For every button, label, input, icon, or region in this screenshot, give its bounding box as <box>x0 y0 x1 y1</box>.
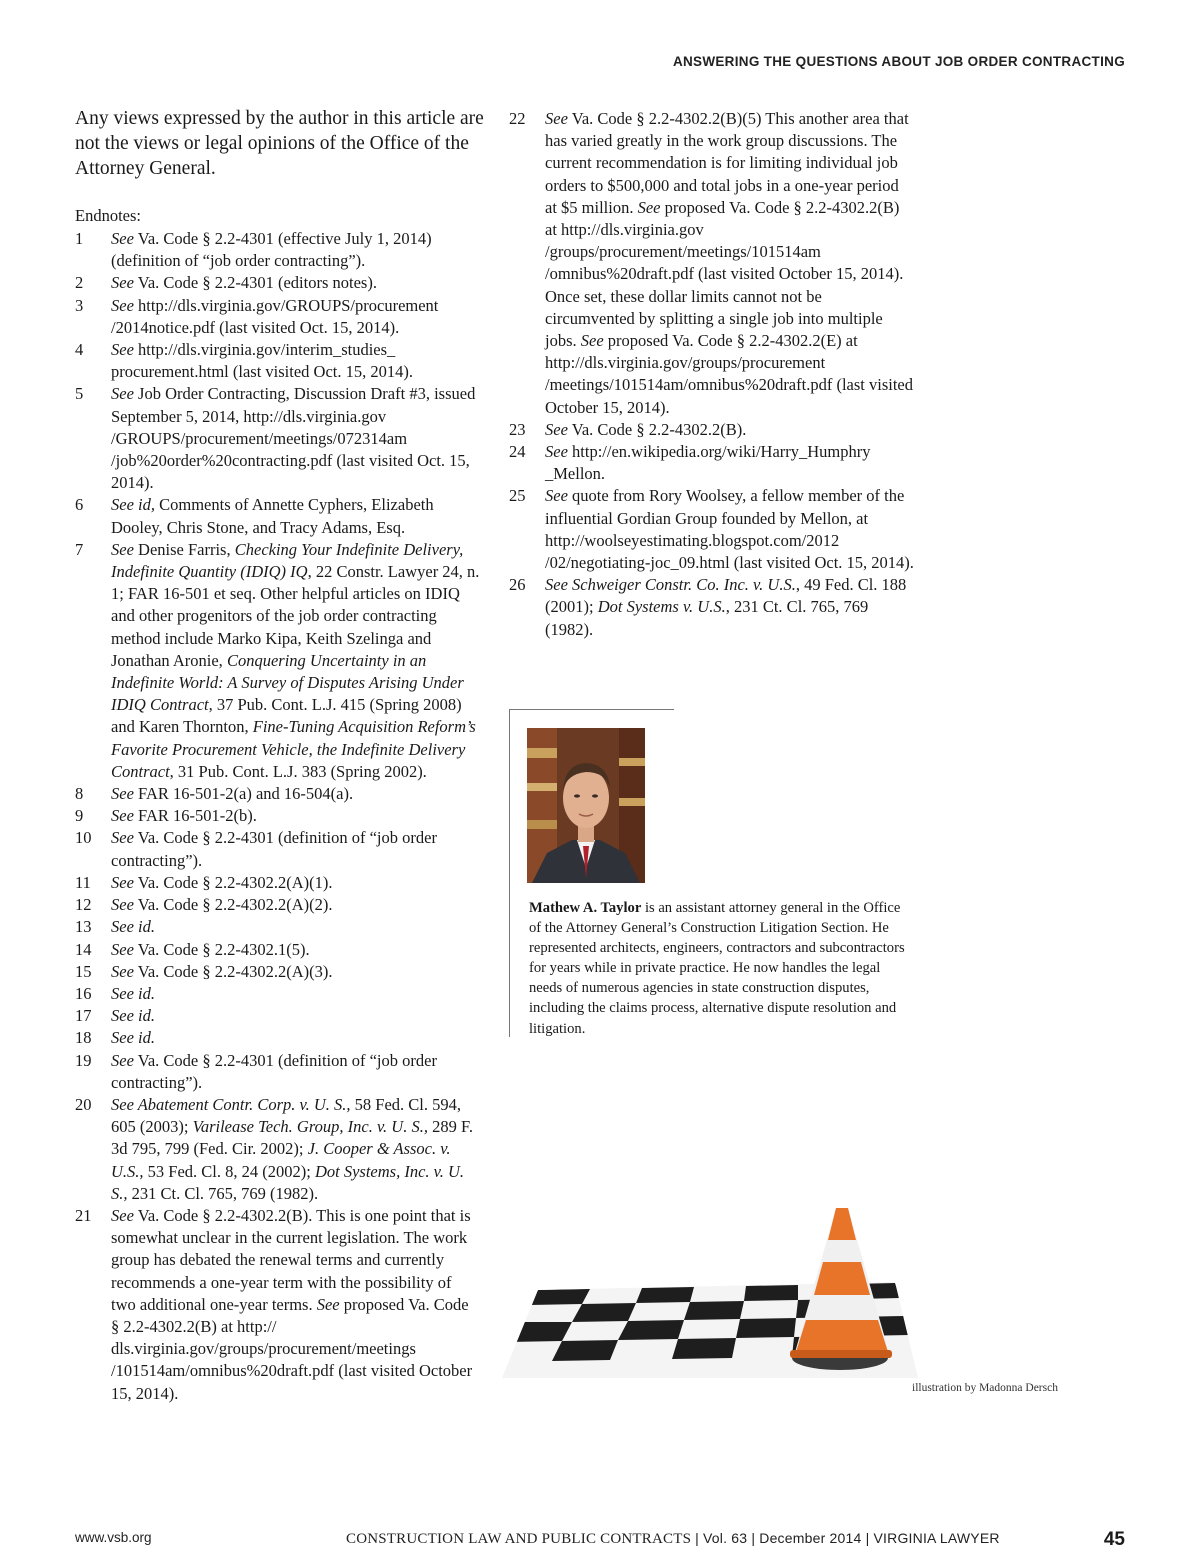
bio-divider-horizontal <box>509 709 674 710</box>
endnote-text: See http://en.wikipedia.org/wiki/Harry_Humphry _Mellon. <box>545 442 871 484</box>
endnote-number: 14 <box>75 939 92 959</box>
endnote-text: See Va. Code § 2.2-4301 (definition of “job order contracting”). <box>111 828 437 870</box>
footer-volume: Vol. 63 <box>703 1530 748 1546</box>
endnote-number: 3 <box>75 295 84 315</box>
endnote-number: 7 <box>75 539 84 559</box>
endnote-text: See Abatement Contr. Corp. v. U. S., 58 Fed. Cl. 594, 605 (2003); Varilease Tech. Group, Inc. v. U. S., 289 F. 3d 795, 799 (Fed. Cir. 2002); J. Cooper & Assoc. v. U.S., 53 Fed. Cl. 8, 24 (2002); Dot Systems, Inc. v. U. S., 231 Ct. Cl. 765, 769 (1982). <box>111 1094 473 1203</box>
endnote-number: 13 <box>75 917 92 937</box>
endnote-text: See Va. Code § 2.2-4301 (effective July 1, 2014) (definition of “job order contracting”). <box>111 229 432 271</box>
endnote-text: See id. <box>111 983 155 1003</box>
footer-publication-line <box>346 1530 1000 1548</box>
endnote-text: See Va. Code § 2.2-4302.2(A)(1). <box>111 872 333 892</box>
page-number: 45 <box>1103 1529 1125 1550</box>
endnote-16 <box>75 983 480 1005</box>
endnote-26 <box>509 574 914 641</box>
endnote-number: 22 <box>509 109 526 128</box>
endnote-3 <box>75 295 480 339</box>
endnote-text: See id. <box>111 1006 155 1026</box>
endnote-4 <box>75 339 480 383</box>
endnote-text: See Va. Code § 2.2-4302.2(B). This is one point that is somewhat unclear in the current legislation. The work group has debated the renewal terms and currently recommends a one-year term with the possibility of two additional one-year terms. See proposed Va. Code § 2.2-4302.2(B) at http:// dls.virginia.gov/groups/procurement/meetings /101514am/omnibus%20draft.pdf (last visited October 15, 2014). <box>111 1205 473 1403</box>
author-bio-text: is an assistant attorney general in the Office of the Attorney General’s Construction Litigation Section. He represented architects, engineers, contractors and subcontractors for years while in private practice. He now handles the legal needs of numerous agencies in state construction disputes, including the claims process, alternative dispute resolution and litigation. <box>529 900 905 1037</box>
endnote-24 <box>509 441 914 485</box>
endnote-6 <box>75 494 480 538</box>
endnote-22 <box>509 108 914 419</box>
endnote-text: See Va. Code § 2.2-4302.2(B)(5) This another area that has varied greatly in the work group discussions. The current recommendation is for limiting individual job orders to $500,000 and total jobs in a one-year period at $5 million. See proposed Va. Code § 2.2-4302.2(B) at http://dls.virginia.gov /groups/procurement/meetings/101514am /omnibus%20draft.pdf (last visited October 15, 2014). Once set, these dollar limits cannot not be circumvented by splitting a single job into multiple jobs. See proposed Va. Code § 2.2-4302.2(E) at http://dls.virginia.gov/groups/procurement /meetings/101514am/omnibus%20draft.pdf (last visited October 15, 2014). <box>545 109 913 417</box>
endnotes-column-left <box>75 228 480 1405</box>
endnote-number: 23 <box>509 419 526 439</box>
endnote-number: 6 <box>75 495 84 515</box>
endnote-2 <box>75 272 480 294</box>
endnote-number: 19 <box>75 1050 92 1070</box>
endnote-number: 18 <box>75 1028 92 1048</box>
endnote-text: See Denise Farris, Checking Your Indefinite Delivery, Indefinite Quantity (IDIQ) IQ, 22 Constr. Lawyer 24, n. 1; FAR 16-501 et seq. Other helpful articles on IDIQ and other progenitors of the job order contracting method include Marko Kipa, Keith Szelinga and Jonathan Aronie, Conquering Uncertainty in an Indefinite World: A Survey of Disputes Arising Under IDIQ Contract, 37 Pub. Cont. L.J. 415 (Spring 2008) and Karen Thornton, Fine-Tuning Acquisition Reform’s Favorite Procurement Vehicle, the Indefinite Delivery Contract, 31 Pub. Cont. L.J. 383 (Spring 2002). <box>111 539 480 781</box>
endnote-text: See Va. Code § 2.2-4301 (editors notes). <box>111 273 377 293</box>
endnote-12 <box>75 894 480 916</box>
endnote-number: 2 <box>75 273 84 293</box>
endnote-9 <box>75 805 480 827</box>
endnote-13 <box>75 916 480 938</box>
endnote-number: 15 <box>75 961 92 981</box>
footer-section: CONSTRUCTION LAW AND PUBLIC CONTRACTS <box>346 1531 692 1547</box>
footer-separator: | <box>695 1530 699 1546</box>
endnote-text: See Va. Code § 2.2-4301 (definition of “job order contracting”). <box>111 1050 437 1092</box>
endnote-text: See Va. Code § 2.2-4302.2(B). <box>545 419 747 439</box>
footer-publication: VIRGINIA LAWYER <box>873 1530 1000 1546</box>
endnote-14 <box>75 939 480 961</box>
endnote-number: 8 <box>75 784 84 804</box>
endnote-8 <box>75 783 480 805</box>
footer-date: December 2014 <box>759 1530 862 1546</box>
endnotes-heading: Endnotes: <box>75 206 141 225</box>
endnote-number: 17 <box>75 1006 92 1026</box>
endnote-text: See Va. Code § 2.2-4302.2(A)(2). <box>111 895 333 915</box>
endnote-text: See FAR 16-501-2(b). <box>111 806 257 826</box>
endnote-25 <box>509 485 914 574</box>
endnote-text: See Va. Code § 2.2-4302.2(A)(3). <box>111 961 333 981</box>
author-name: Mathew A. Taylor <box>529 900 642 916</box>
illustration-credit: illustration by Madonna Dersch <box>912 1382 1058 1394</box>
endnote-text: See FAR 16-501-2(a) and 16-504(a). <box>111 784 354 804</box>
endnote-number: 26 <box>509 575 526 595</box>
endnote-7 <box>75 539 480 783</box>
endnote-number: 4 <box>75 340 84 360</box>
endnote-10 <box>75 827 480 871</box>
endnote-5 <box>75 383 480 494</box>
footer-separator: | <box>751 1530 756 1546</box>
endnote-19 <box>75 1050 480 1094</box>
running-header: ANSWERING THE QUESTIONS ABOUT JOB ORDER CONTRACTING <box>672 54 1125 69</box>
endnote-number: 25 <box>509 486 526 506</box>
endnote-number: 12 <box>75 895 92 915</box>
endnote-18 <box>75 1027 480 1049</box>
endnote-number: 9 <box>75 806 84 826</box>
endnote-number: 11 <box>75 872 91 892</box>
traffic-cone-illustration <box>500 1200 920 1390</box>
endnote-20 <box>75 1094 480 1205</box>
endnote-17 <box>75 1005 480 1027</box>
endnote-text: See http://dls.virginia.gov/interim_studies_ procurement.html (last visited Oct. 15, 2014). <box>111 340 413 382</box>
endnote-text: See Va. Code § 2.2-4302.1(5). <box>111 939 310 959</box>
disclaimer-text: Any views expressed by the author in this article are not the views or legal opinions of the Office of the Attorney General. <box>75 108 484 179</box>
endnote-1 <box>75 228 480 272</box>
footer-url[interactable]: www.vsb.org <box>75 1530 152 1545</box>
endnote-number: 5 <box>75 384 84 404</box>
endnote-11 <box>75 872 480 894</box>
endnote-text: See id. <box>111 1028 155 1048</box>
endnote-number: 16 <box>75 983 92 1003</box>
endnote-number: 21 <box>75 1205 92 1225</box>
endnote-text: See http://dls.virginia.gov/GROUPS/procurement /2014notice.pdf (last visited Oct. 15, 2014). <box>111 295 439 337</box>
footer-separator: | <box>865 1530 870 1546</box>
endnote-text: See Job Order Contracting, Discussion Draft #3, issued September 5, 2014, http://dls.virginia.gov /GROUPS/procurement/meetings/072314am /job%20order%20contracting.pdf (last visited Oct. 15, 2014). <box>111 384 476 493</box>
endnote-number: 20 <box>75 1094 92 1114</box>
author-bio <box>529 898 914 1039</box>
endnote-text: See Schweiger Constr. Co. Inc. v. U.S., 49 Fed. Cl. 188 (2001); Dot Systems v. U.S., 231 Ct. Cl. 765, 769 (1982). <box>545 575 907 639</box>
endnote-number: 1 <box>75 229 84 248</box>
endnote-number: 10 <box>75 828 92 848</box>
endnote-number: 24 <box>509 442 526 462</box>
endnote-21 <box>75 1205 480 1405</box>
endnote-text: See quote from Rory Woolsey, a fellow member of the influential Gordian Group founded by Mellon, at http://woolseyestimating.blogspot.com/2012 /02/negotiating-joc_09.html (last visited Oct. 15, 2014). <box>545 486 914 573</box>
endnote-23 <box>509 419 914 441</box>
endnote-text: See id, Comments of Annette Cyphers, Elizabeth Dooley, Chris Stone, and Tracy Adams, Esq. <box>111 495 434 537</box>
bio-divider-vertical <box>509 709 510 1037</box>
endnote-15 <box>75 961 480 983</box>
endnotes-column-right <box>509 108 914 641</box>
endnote-text: See id. <box>111 917 155 937</box>
author-portrait <box>527 728 645 883</box>
